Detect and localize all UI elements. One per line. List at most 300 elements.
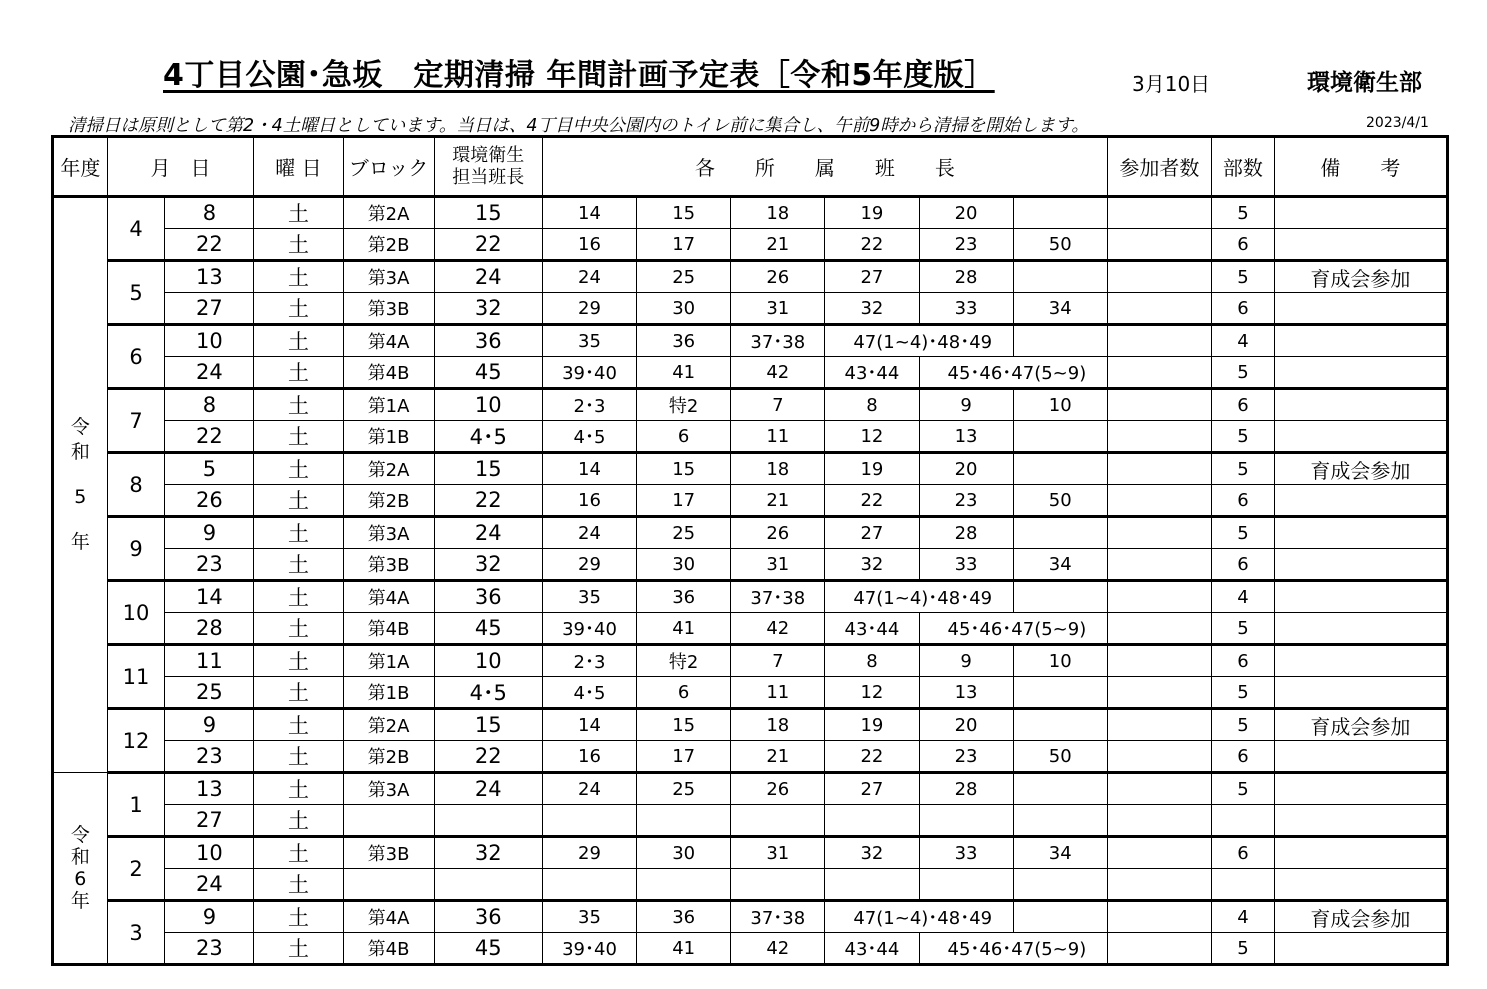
group-leader-cell: 25 xyxy=(637,517,731,549)
divisions-cell: 5 xyxy=(1212,421,1275,453)
col-header-remarks: 備 考 xyxy=(1274,137,1447,197)
month-cell: 8 xyxy=(107,453,165,517)
table-row xyxy=(53,613,1448,645)
group-leader-cell: 34 xyxy=(1013,837,1107,869)
table-row xyxy=(53,677,1448,709)
group-leader-cell: 14 xyxy=(542,709,636,741)
group-leader-cell: 11 xyxy=(731,421,825,453)
table-row xyxy=(53,869,1448,901)
department-name: 環境衛生部 xyxy=(1307,70,1422,96)
group-leader-cell xyxy=(1013,901,1107,933)
divisions-cell: 6 xyxy=(1212,389,1275,421)
weekday-cell: 土 xyxy=(254,581,343,613)
leader-cell: 32 xyxy=(434,293,542,325)
participants-cell xyxy=(1107,261,1211,293)
day-cell: 22 xyxy=(165,421,254,453)
divisions-cell: 4 xyxy=(1212,325,1275,357)
block-cell: 第2A xyxy=(343,709,434,741)
day-cell: 24 xyxy=(165,357,254,389)
group-leader-cell: 39･40 xyxy=(542,357,636,389)
group-leader-cell: 12 xyxy=(825,677,919,709)
fiscal-year-char: 令 xyxy=(70,824,90,846)
day-cell: 11 xyxy=(165,645,254,677)
leader-cell: 24 xyxy=(434,517,542,549)
day-cell: 22 xyxy=(165,229,254,261)
table-row xyxy=(53,229,1448,261)
group-leader-cell: 34 xyxy=(1013,293,1107,325)
weekday-cell: 土 xyxy=(254,677,343,709)
divisions-cell: 6 xyxy=(1212,293,1275,325)
col-header-leader-line2: 担当班長 xyxy=(452,166,525,188)
schedule-table xyxy=(51,135,1449,966)
fiscal-year-char: 5 xyxy=(74,486,87,508)
group-leader-cell: 23 xyxy=(919,741,1013,773)
remarks-cell xyxy=(1274,933,1447,965)
group-leader-cell: 24 xyxy=(542,517,636,549)
block-cell xyxy=(343,805,434,837)
group-leader-cell: 15 xyxy=(637,197,731,229)
day-cell: 27 xyxy=(165,805,254,837)
day-cell: 5 xyxy=(165,453,254,485)
weekday-cell: 土 xyxy=(254,453,343,485)
remarks-cell xyxy=(1274,805,1447,837)
leader-cell: 22 xyxy=(434,229,542,261)
leader-cell: 10 xyxy=(434,389,542,421)
weekday-cell: 土 xyxy=(254,645,343,677)
block-cell: 第4A xyxy=(343,325,434,357)
weekday-cell: 土 xyxy=(254,613,343,645)
fiscal-year-char: 令 xyxy=(70,416,90,438)
participants-cell xyxy=(1107,421,1211,453)
weekday-cell: 土 xyxy=(254,805,343,837)
weekday-cell: 土 xyxy=(254,325,343,357)
col-header-year: 年度 xyxy=(53,137,108,197)
group-leader-cell: 47(1~4)･48･49 xyxy=(825,901,1013,933)
block-cell: 第3B xyxy=(343,549,434,581)
participants-cell xyxy=(1107,613,1211,645)
weekday-cell: 土 xyxy=(254,293,343,325)
group-leader-cell xyxy=(825,805,919,837)
divisions-cell: 5 xyxy=(1212,517,1275,549)
table-header-row xyxy=(53,137,1448,197)
block-cell: 第3A xyxy=(343,773,434,805)
table-row xyxy=(53,389,1448,421)
block-cell: 第3A xyxy=(343,517,434,549)
group-leader-cell: 13 xyxy=(919,677,1013,709)
day-cell: 26 xyxy=(165,485,254,517)
group-leader-cell: 30 xyxy=(637,549,731,581)
leader-cell: 36 xyxy=(434,901,542,933)
group-leader-cell: 10 xyxy=(1013,389,1107,421)
group-leader-cell: 2･3 xyxy=(542,645,636,677)
remarks-cell xyxy=(1274,581,1447,613)
participants-cell xyxy=(1107,869,1211,901)
group-leader-cell: 50 xyxy=(1013,229,1107,261)
divisions-cell: 5 xyxy=(1212,197,1275,229)
divisions-cell: 5 xyxy=(1212,453,1275,485)
day-cell: 14 xyxy=(165,581,254,613)
block-cell: 第1B xyxy=(343,677,434,709)
group-leader-cell: 42 xyxy=(731,357,825,389)
leader-cell: 32 xyxy=(434,549,542,581)
weekday-cell: 土 xyxy=(254,837,343,869)
group-leader-cell: 14 xyxy=(542,197,636,229)
leader-cell xyxy=(434,805,542,837)
group-leader-cell: 25 xyxy=(637,261,731,293)
group-leader-cell: 37･38 xyxy=(731,581,825,613)
group-leader-cell: 41 xyxy=(637,613,731,645)
day-cell: 8 xyxy=(165,389,254,421)
group-leader-cell: 50 xyxy=(1013,741,1107,773)
divisions-cell: 6 xyxy=(1212,549,1275,581)
group-leader-cell: 24 xyxy=(542,261,636,293)
table-row xyxy=(53,453,1448,485)
table-row xyxy=(53,901,1448,933)
participants-cell xyxy=(1107,325,1211,357)
block-cell: 第1B xyxy=(343,421,434,453)
block-cell: 第4A xyxy=(343,581,434,613)
fiscal-year-char: 年 xyxy=(70,531,90,553)
fiscal-year-char: 和 xyxy=(70,846,90,868)
table-row xyxy=(53,325,1448,357)
block-cell: 第2B xyxy=(343,229,434,261)
table-row xyxy=(53,581,1448,613)
participants-cell xyxy=(1107,645,1211,677)
remarks-cell xyxy=(1274,549,1447,581)
participants-cell xyxy=(1107,485,1211,517)
group-leader-cell xyxy=(637,869,731,901)
fiscal-year-cell xyxy=(53,197,108,773)
group-leader-cell: 14 xyxy=(542,453,636,485)
divisions-cell: 5 xyxy=(1212,261,1275,293)
participants-cell xyxy=(1107,389,1211,421)
group-leader-cell: 26 xyxy=(731,773,825,805)
col-header-month-day: 月 日 xyxy=(107,137,254,197)
group-leader-cell: 27 xyxy=(825,773,919,805)
divisions-cell: 5 xyxy=(1212,357,1275,389)
weekday-cell: 土 xyxy=(254,389,343,421)
group-leader-cell: 19 xyxy=(825,709,919,741)
group-leader-cell: 29 xyxy=(542,293,636,325)
leader-cell: 24 xyxy=(434,261,542,293)
group-leader-cell: 50 xyxy=(1013,485,1107,517)
page-title: 4丁目公園･急坂 定期清掃 年間計画予定表［令和5年度版］ xyxy=(163,58,995,93)
divisions-cell: 5 xyxy=(1212,709,1275,741)
schedule-body xyxy=(53,197,1448,965)
group-leader-cell xyxy=(1013,517,1107,549)
divisions-cell: 6 xyxy=(1212,645,1275,677)
remarks-cell xyxy=(1274,869,1447,901)
participants-cell xyxy=(1107,773,1211,805)
group-leader-cell: 30 xyxy=(637,293,731,325)
group-leader-cell: 42 xyxy=(731,933,825,965)
group-leader-cell: 9 xyxy=(919,645,1013,677)
group-leader-cell: 29 xyxy=(542,837,636,869)
group-leader-cell: 26 xyxy=(731,517,825,549)
group-leader-cell: 7 xyxy=(731,645,825,677)
group-leader-cell: 43･44 xyxy=(825,933,919,965)
day-cell: 10 xyxy=(165,837,254,869)
group-leader-cell: 35 xyxy=(542,581,636,613)
weekday-cell: 土 xyxy=(254,709,343,741)
group-leader-cell: 15 xyxy=(637,709,731,741)
divisions-cell: 6 xyxy=(1212,485,1275,517)
group-leader-cell xyxy=(1013,197,1107,229)
group-leader-cell xyxy=(542,869,636,901)
block-cell: 第4A xyxy=(343,901,434,933)
group-leader-cell xyxy=(1013,261,1107,293)
fiscal-year-char: 和 xyxy=(70,441,90,463)
weekday-cell: 土 xyxy=(254,549,343,581)
leader-cell: 15 xyxy=(434,197,542,229)
day-cell: 9 xyxy=(165,709,254,741)
group-leader-cell: 20 xyxy=(919,453,1013,485)
weekday-cell: 土 xyxy=(254,773,343,805)
participants-cell xyxy=(1107,293,1211,325)
divisions-cell: 4 xyxy=(1212,901,1275,933)
divisions-cell: 6 xyxy=(1212,741,1275,773)
group-leader-cell: 47(1~4)･48･49 xyxy=(825,581,1013,613)
group-leader-cell: 16 xyxy=(542,741,636,773)
block-cell: 第2B xyxy=(343,485,434,517)
leader-cell: 15 xyxy=(434,453,542,485)
group-leader-cell: 24 xyxy=(542,773,636,805)
group-leader-cell: 4･5 xyxy=(542,677,636,709)
group-leader-cell: 19 xyxy=(825,453,919,485)
group-leader-cell: 9 xyxy=(919,389,1013,421)
table-row xyxy=(53,293,1448,325)
remarks-cell xyxy=(1274,613,1447,645)
participants-cell xyxy=(1107,709,1211,741)
day-cell: 10 xyxy=(165,325,254,357)
table-row xyxy=(53,517,1448,549)
fiscal-year-cell xyxy=(53,773,108,965)
group-leader-cell: 33 xyxy=(919,837,1013,869)
group-leader-cell: 39･40 xyxy=(542,933,636,965)
group-leader-cell: 37･38 xyxy=(731,325,825,357)
group-leader-cell: 17 xyxy=(637,485,731,517)
participants-cell xyxy=(1107,901,1211,933)
weekday-cell: 土 xyxy=(254,869,343,901)
group-leader-cell: 16 xyxy=(542,485,636,517)
table-row xyxy=(53,837,1448,869)
group-leader-cell: 31 xyxy=(731,549,825,581)
leader-cell: 15 xyxy=(434,709,542,741)
group-leader-cell: 35 xyxy=(542,901,636,933)
group-leader-cell: 特2 xyxy=(637,645,731,677)
group-leader-cell: 8 xyxy=(825,645,919,677)
day-cell: 27 xyxy=(165,293,254,325)
group-leader-cell: 6 xyxy=(637,677,731,709)
table-row xyxy=(53,261,1448,293)
block-cell: 第3B xyxy=(343,293,434,325)
day-cell: 23 xyxy=(165,741,254,773)
table-row xyxy=(53,485,1448,517)
group-leader-cell: 28 xyxy=(919,517,1013,549)
day-cell: 28 xyxy=(165,613,254,645)
group-leader-cell: 25 xyxy=(637,773,731,805)
group-leader-cell: 47(1~4)･48･49 xyxy=(825,325,1013,357)
group-leader-cell: 39･40 xyxy=(542,613,636,645)
month-cell: 3 xyxy=(107,901,165,965)
month-cell: 5 xyxy=(107,261,165,325)
group-leader-cell xyxy=(1013,453,1107,485)
table-row xyxy=(53,741,1448,773)
day-cell: 13 xyxy=(165,261,254,293)
group-leader-cell: 29 xyxy=(542,549,636,581)
block-cell: 第3A xyxy=(343,261,434,293)
remarks-cell xyxy=(1274,389,1447,421)
month-cell: 12 xyxy=(107,709,165,773)
group-leader-cell: 34 xyxy=(1013,549,1107,581)
group-leader-cell: 17 xyxy=(637,229,731,261)
remarks-cell xyxy=(1274,293,1447,325)
day-cell: 9 xyxy=(165,901,254,933)
group-leader-cell: 36 xyxy=(637,901,731,933)
group-leader-cell xyxy=(919,869,1013,901)
remarks-cell: 育成会参加 xyxy=(1274,261,1447,293)
group-leader-cell xyxy=(637,805,731,837)
group-leader-cell: 18 xyxy=(731,453,825,485)
table-row xyxy=(53,645,1448,677)
group-leader-cell: 26 xyxy=(731,261,825,293)
remarks-cell xyxy=(1274,773,1447,805)
group-leader-cell: 36 xyxy=(637,581,731,613)
block-cell: 第1A xyxy=(343,389,434,421)
group-leader-cell: 20 xyxy=(919,709,1013,741)
remarks-cell xyxy=(1274,485,1447,517)
divisions-cell: 5 xyxy=(1212,613,1275,645)
divisions-cell: 5 xyxy=(1212,677,1275,709)
group-leader-cell xyxy=(1013,677,1107,709)
leader-cell: 36 xyxy=(434,325,542,357)
remarks-cell xyxy=(1274,645,1447,677)
group-leader-cell: 12 xyxy=(825,421,919,453)
group-leader-cell: 32 xyxy=(825,549,919,581)
remarks-cell xyxy=(1274,741,1447,773)
group-leader-cell: 33 xyxy=(919,549,1013,581)
group-leader-cell xyxy=(542,805,636,837)
day-cell: 13 xyxy=(165,773,254,805)
group-leader-cell: 35 xyxy=(542,325,636,357)
group-leader-cell: 21 xyxy=(731,485,825,517)
table-row xyxy=(53,197,1448,229)
leader-cell: 22 xyxy=(434,485,542,517)
group-leader-cell xyxy=(1013,805,1107,837)
table-row xyxy=(53,421,1448,453)
leader-cell: 36 xyxy=(434,581,542,613)
group-leader-cell: 43･44 xyxy=(825,613,919,645)
block-cell: 第4B xyxy=(343,933,434,965)
group-leader-cell: 42 xyxy=(731,613,825,645)
month-cell: 1 xyxy=(107,773,165,837)
group-leader-cell: 21 xyxy=(731,741,825,773)
group-leader-cell: 27 xyxy=(825,261,919,293)
group-leader-cell xyxy=(1013,581,1107,613)
weekday-cell: 土 xyxy=(254,485,343,517)
col-header-block: ブロック xyxy=(343,137,434,197)
col-header-group-leaders: 各 所 属 班 長 xyxy=(542,137,1107,197)
group-leader-cell: 32 xyxy=(825,837,919,869)
weekday-cell: 土 xyxy=(254,741,343,773)
group-leader-cell xyxy=(1013,325,1107,357)
remarks-cell xyxy=(1274,325,1447,357)
group-leader-cell: 37･38 xyxy=(731,901,825,933)
month-cell: 11 xyxy=(107,645,165,709)
group-leader-cell: 30 xyxy=(637,837,731,869)
group-leader-cell: 45･46･47(5~9) xyxy=(919,613,1107,645)
issued-date: 2023/4/1 xyxy=(1366,115,1429,131)
table-row xyxy=(53,549,1448,581)
participants-cell xyxy=(1107,741,1211,773)
group-leader-cell: 4･5 xyxy=(542,421,636,453)
divisions-cell: 6 xyxy=(1212,837,1275,869)
divisions-cell: 5 xyxy=(1212,933,1275,965)
group-leader-cell: 22 xyxy=(825,741,919,773)
group-leader-cell: 22 xyxy=(825,485,919,517)
weekday-cell: 土 xyxy=(254,421,343,453)
group-leader-cell: 特2 xyxy=(637,389,731,421)
month-cell: 2 xyxy=(107,837,165,901)
block-cell: 第4B xyxy=(343,357,434,389)
col-header-leader-line1: 環境衛生 xyxy=(452,144,525,166)
remarks-cell xyxy=(1274,421,1447,453)
block-cell: 第3B xyxy=(343,837,434,869)
group-leader-cell: 36 xyxy=(637,325,731,357)
remarks-cell xyxy=(1274,229,1447,261)
fiscal-year-char: 年 xyxy=(70,890,90,912)
group-leader-cell: 21 xyxy=(731,229,825,261)
month-cell: 4 xyxy=(107,197,165,261)
group-leader-cell xyxy=(1013,773,1107,805)
group-leader-cell: 22 xyxy=(825,229,919,261)
remarks-cell xyxy=(1274,357,1447,389)
remarks-cell xyxy=(1274,197,1447,229)
divisions-cell: 4 xyxy=(1212,581,1275,613)
participants-cell xyxy=(1107,805,1211,837)
group-leader-cell: 31 xyxy=(731,293,825,325)
block-cell: 第2A xyxy=(343,453,434,485)
col-header-divisions: 部数 xyxy=(1212,137,1275,197)
group-leader-cell: 45･46･47(5~9) xyxy=(919,357,1107,389)
month-cell: 10 xyxy=(107,581,165,645)
group-leader-cell: 8 xyxy=(825,389,919,421)
remarks-cell: 育成会参加 xyxy=(1274,901,1447,933)
group-leader-cell: 20 xyxy=(919,197,1013,229)
group-leader-cell: 28 xyxy=(919,773,1013,805)
group-leader-cell: 19 xyxy=(825,197,919,229)
group-leader-cell xyxy=(1013,421,1107,453)
weekday-cell: 土 xyxy=(254,901,343,933)
group-leader-cell: 18 xyxy=(731,709,825,741)
group-leader-cell: 45･46･47(5~9) xyxy=(919,933,1107,965)
group-leader-cell: 43･44 xyxy=(825,357,919,389)
group-leader-cell: 41 xyxy=(637,933,731,965)
group-leader-cell: 16 xyxy=(542,229,636,261)
group-leader-cell: 32 xyxy=(825,293,919,325)
remarks-cell: 育成会参加 xyxy=(1274,453,1447,485)
divisions-cell xyxy=(1212,869,1275,901)
participants-cell xyxy=(1107,933,1211,965)
group-leader-cell xyxy=(919,805,1013,837)
table-row xyxy=(53,773,1448,805)
fiscal-year-char: 6 xyxy=(74,868,87,890)
group-leader-cell: 13 xyxy=(919,421,1013,453)
table-row xyxy=(53,357,1448,389)
participants-cell xyxy=(1107,837,1211,869)
weekday-cell: 土 xyxy=(254,261,343,293)
group-leader-cell: 15 xyxy=(637,453,731,485)
